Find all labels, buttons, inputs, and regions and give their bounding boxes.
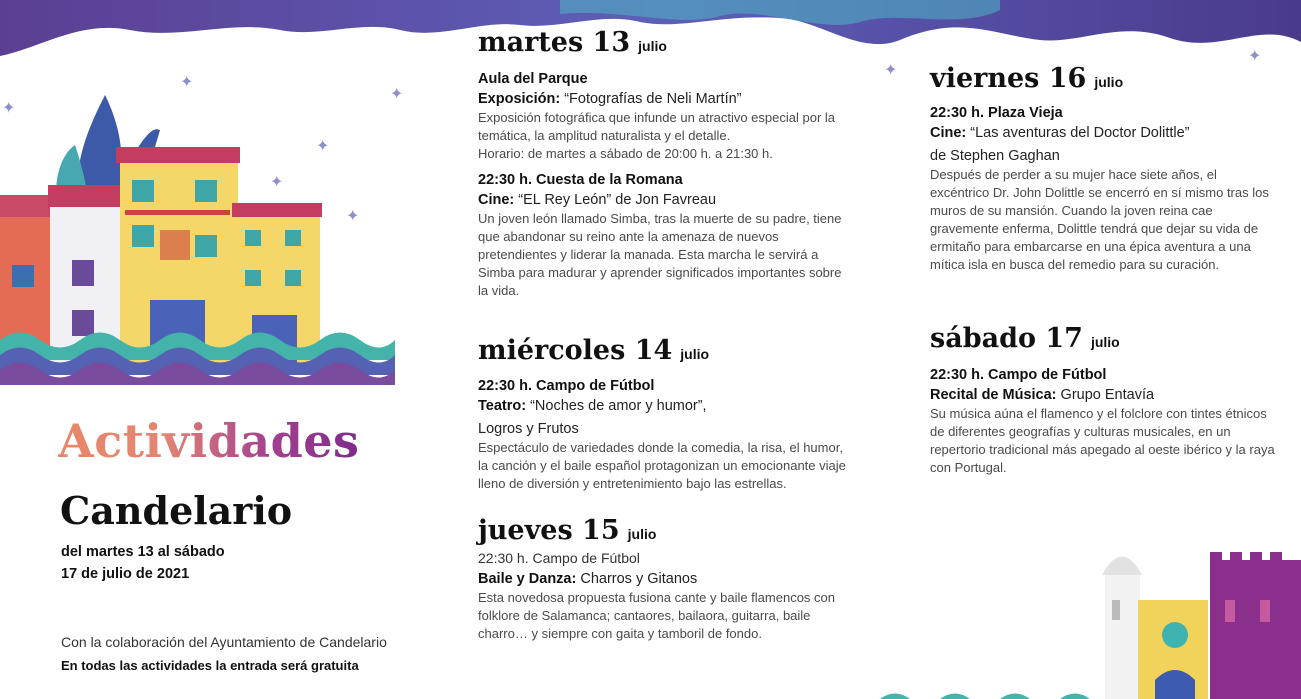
venue: Aula del Parque: [478, 71, 588, 87]
star-icon: ✦: [180, 74, 194, 91]
event-saturday: [930, 324, 1275, 477]
event-thursday: [478, 516, 848, 643]
event-title-cont: Logros y Frutos: [478, 421, 579, 437]
event-description: Exposición fotográfica que infunde un atractivo especial por la temática, la amplitud naturalista y el detalle.: [478, 110, 835, 143]
event-description: Su música aúna el flamenco y el folclore con tintes étnicos de diferentes geografías y culturas musicales, en un repertorio tradicional más apegado al oeste ibérico y la raya con Portugal.: [930, 406, 1275, 475]
event-description: Espectáculo de variedades donde la comedia, la risa, el humor, la canción y el baile español protagonizan un emocionante viaje lleno de diversión y entretenimiento bajo las estrellas.: [478, 440, 846, 491]
event-schedule: Horario: de martes a sábado de 20:00 h. a 21:30 h.: [478, 146, 773, 161]
event-description: Esta novedosa propuesta fusiona cante y baile flamencos con folklore de Salamanca; cantaores, bailaora, guitarra, baile charro… y siempre con gaita y tamboril de fondo.: [478, 590, 836, 641]
day-heading: miércoles 14 julio: [478, 335, 710, 366]
day-heading: viernes 16 julio: [930, 63, 1124, 94]
star-icon: ✦: [2, 100, 16, 117]
event-tuesday: [478, 28, 848, 300]
star-icon: ✦: [390, 86, 404, 103]
houses-illustration: [0, 85, 395, 385]
collaboration-note: Con la colaboración del Ayuntamiento de Candelario: [61, 634, 387, 650]
dates-line-2: 17 de julio de 2021: [61, 566, 190, 582]
venue: 22:30 h. Campo de Fútbol: [930, 367, 1107, 383]
venue: 22:30 h. Plaza Vieja: [930, 105, 1063, 121]
event-description: Un joven león llamado Simba, tras la muerte de su padre, tiene que abandonar su reino ante la amenaza de nuevos pretendientes y liderar la manada. Esta marcha le servirá a Simba para madurar y aprender significados importantes sobre la vida.: [478, 211, 842, 298]
event-title: Recital de Música: Grupo Entavía: [930, 387, 1155, 403]
star-icon: ✦: [316, 138, 330, 155]
event-title: Exposición: “Fotografías de Neli Martín”: [478, 91, 742, 107]
day-heading: sábado 17 julio: [930, 323, 1120, 354]
event-title: Baile y Danza: Charros y Gitanos: [478, 571, 698, 587]
venue: 22:30 h. Cuesta de la Romana: [478, 172, 683, 188]
free-entry-note: En todas las actividades la entrada será gratuita: [61, 658, 359, 673]
title-actividades: Actividades: [58, 414, 360, 468]
dates-line-1: del martes 13 al sábado: [61, 544, 225, 560]
star-icon: ✦: [270, 174, 284, 191]
star-icon: ✦: [884, 62, 898, 79]
day-heading: martes 13 julio: [478, 27, 667, 58]
star-icon: ✦: [346, 208, 360, 225]
venue: 22:30 h. Campo de Fútbol: [478, 378, 655, 394]
event-description: Después de perder a su mujer hace siete años, el excéntrico Dr. John Dolittle se encerró en sí mismo tras los muros de su mansión. Cuando la joven reina cae gravemente enferma, Dolittle tendrá que dejar su vida de ermitaño para embarcarse en una épica aventura a una mítica isla en busca del remedio para su curación.: [930, 167, 1269, 272]
venue: 22:30 h. Campo de Fútbol: [478, 550, 640, 566]
event-title-cont: de Stephen Gaghan: [930, 148, 1060, 164]
castle-illustration: [880, 530, 1301, 699]
day-heading: jueves 15 julio: [478, 515, 657, 546]
star-icon: ✦: [1248, 48, 1262, 65]
title-candelario: Candelario: [60, 488, 293, 533]
event-title: Cine: “Las aventuras del Doctor Dolittle”: [930, 125, 1190, 141]
event-title: Cine: “EL Rey León” de Jon Favreau: [478, 192, 717, 208]
event-friday: [930, 64, 1275, 274]
event-wednesday: [478, 336, 848, 493]
event-title: Teatro: “Noches de amor y humor”,: [478, 398, 707, 414]
